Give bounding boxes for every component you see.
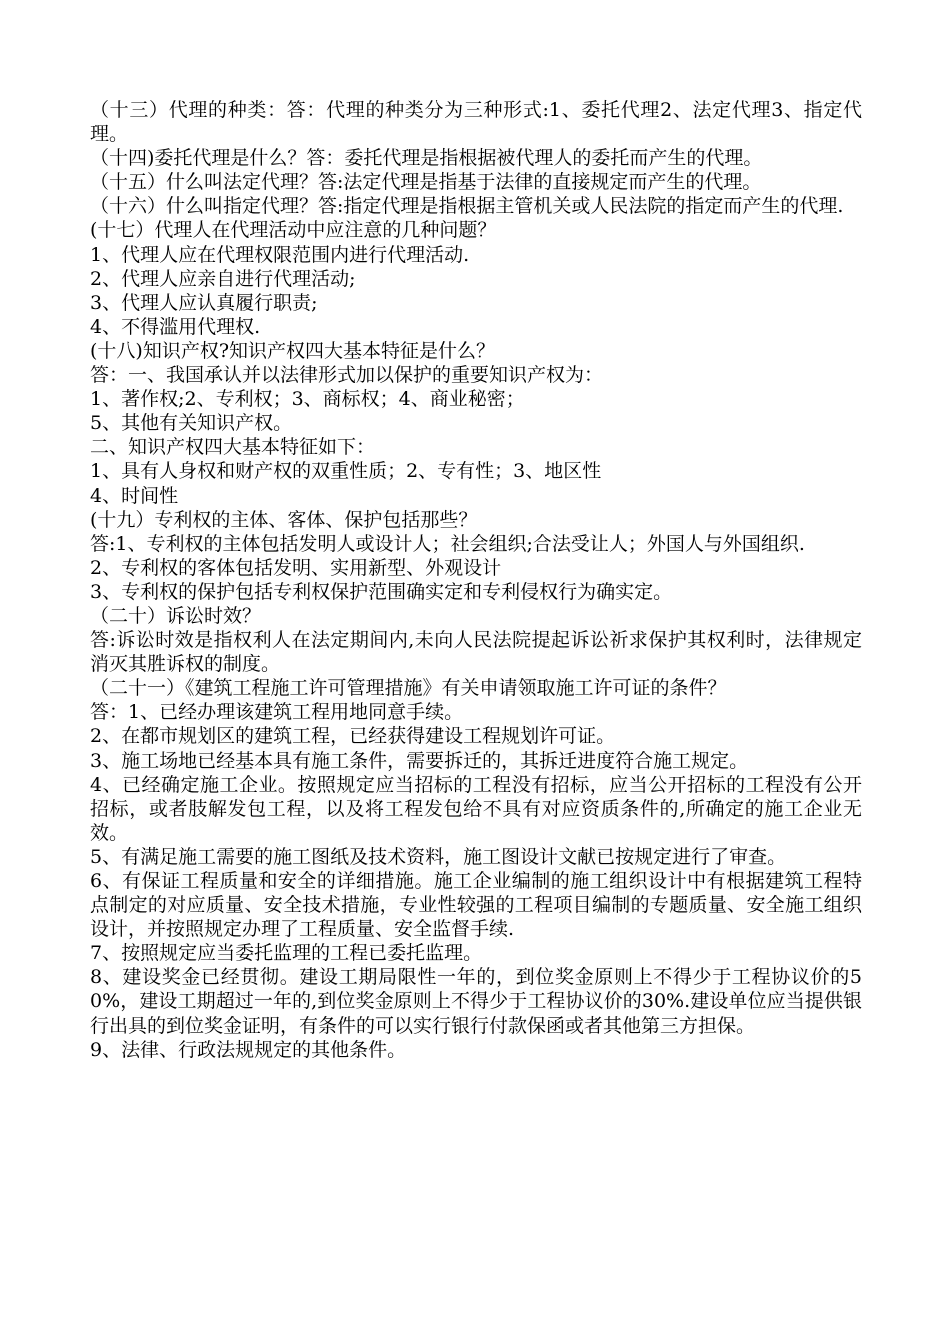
answer-text: 答：1、已经办理该建筑工程用地同意手续。 [90, 701, 464, 724]
list-item: 1、代理人应在代理权限范围内进行代理活动. [90, 243, 470, 266]
paragraph-20-heading: （二十）诉讼时效？ [90, 604, 262, 627]
list-item: 3、专利权的保护包括专利权保护范围确实定和专利侵权行为确实定。 [90, 580, 673, 603]
list-item: 5、其他有关知识产权。 [90, 412, 293, 435]
answer-text: 答:诉讼时效是指权利人在法定期间内,未向人民法院提起诉讼祈求保护其权利时，法律规定消灭其胜诉权的制度。 [90, 629, 862, 676]
list-item: 1、具有人身权和财产权的双重性质；2、专有性；3、地区性 [90, 460, 602, 483]
list-item: 9、法律、行政法规规定的其他条件。 [90, 1038, 407, 1061]
paragraph-17-heading: (十七）代理人在代理活动中应注意的几种问题？ [90, 219, 497, 242]
list-item: 7、按照规定应当委托监理的工程已委托监理。 [90, 942, 483, 965]
list-item: 4、时间性 [90, 484, 179, 507]
paragraph-16: （十六）什么叫指定代理？答:指定代理是指根据主管机关或人民法院的指定而产生的代理. [90, 195, 844, 218]
paragraph-13: （十三）代理的种类：答：代理的种类分为三种形式:1、委托代理2、法定代理3、指定代理。 [90, 99, 862, 146]
list-item: 2、专利权的客体包括发明、实用新型、外观设计 [90, 556, 502, 579]
list-item: 1、著作权;2、专利权；3、商标权；4、商业秘密； [90, 388, 525, 411]
list-item: 5、有满足施工需要的施工图纸及技术资料，施工图设计文献已按规定进行了审查。 [90, 845, 787, 868]
list-item: 2、在都市规划区的建筑工程，已经获得建设工程规划许可证。 [90, 725, 616, 748]
paragraph-15: （十五）什么叫法定代理？答:法定代理是指基于法律的直接规定而产生的代理。 [90, 171, 762, 194]
answer-text: 二、知识产权四大基本特征如下： [90, 436, 376, 459]
answer-text: 答:1、专利权的主体包括发明人或设计人；社会组织;合法受让人；外国人与外国组织. [90, 532, 805, 555]
paragraph-14: （十四)委托代理是什么？答：委托代理是指根据被代理人的委托而产生的代理。 [90, 147, 763, 170]
paragraph-21-heading: （二十一）《建筑工程施工许可管理措施》有关申请领取施工许可证的条件？ [90, 677, 727, 700]
list-item: 3、代理人应认真履行职责; [90, 291, 318, 314]
list-item: 8、建设奖金已经贯彻。建设工期局限性一年的，到位奖金原则上不得少于工程协议价的50%，建设工期超过一年的,到位奖金原则上不得少于工程协议价的30%.建设单位应当提供银行出具的到位奖金证明，有条件的可以实行银行付款保函或者其他第三方担保。 [90, 966, 862, 1037]
list-item: 4、不得滥用代理权. [90, 315, 261, 338]
answer-text: 答：一、我国承认并以法律形式加以保护的重要知识产权为： [90, 364, 604, 387]
paragraph-19-heading: (十九）专利权的主体、客体、保护包括那些？ [90, 508, 478, 531]
list-item: 2、代理人应亲自进行代理活动; [90, 267, 356, 290]
list-item: 6、有保证工程质量和安全的详细措施。施工企业编制的施工组织设计中有根据建筑工程特点制定的对应质量、安全技术措施，专业性较强的工程项目编制的专题质量、安全施工组织设计，并按照规定办理了工程质量、安全监督手续. [90, 870, 862, 941]
document-body [90, 98, 862, 1062]
list-item: 3、施工场地已经基本具有施工条件，需要拆迁的，其拆迁进度符合施工规定。 [90, 749, 749, 772]
list-item: 4、已经确定施工企业。按照规定应当招标的工程没有招标，应当公开招标的工程没有公开招标，或者肢解发包工程，以及将工程发包给不具有对应资质条件的,所确定的施工企业无效。 [90, 773, 862, 844]
paragraph-18-heading: (十八)知识产权?知识产权四大基本特征是什么？ [90, 339, 496, 362]
